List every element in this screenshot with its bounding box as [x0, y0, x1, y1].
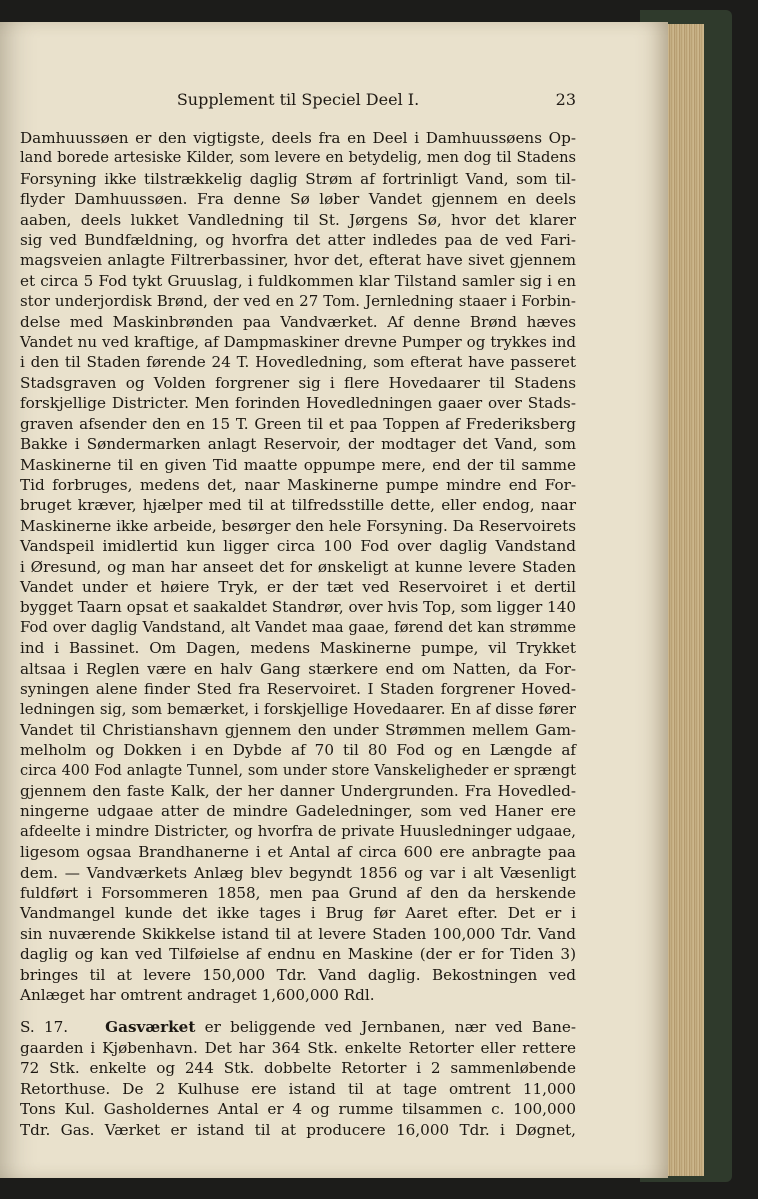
paragraph-waterworks — [20, 128, 576, 1005]
text-line: bruget kræver, hjælper med til at tilfredsstille dette, eller endog, naar — [20, 496, 576, 515]
text-run: er beliggende ved Jernbanen, nær ved Bane- — [204, 1018, 577, 1037]
section-heading: Gasværket — [105, 1018, 196, 1037]
text-line: Vandmangel kunde det ikke tages i Brug før Aaret efter. Det er i — [20, 904, 576, 923]
text-line: ningerne udgaae atter de mindre Gadeledninger, som ved Haner ere — [20, 802, 576, 821]
paragraph-gasworks — [20, 1017, 576, 1139]
text-line: fuldført i Forsommeren 1858, men paa Grund af den da herskende — [20, 884, 576, 903]
page-number: 23 — [555, 90, 576, 109]
text-line: Maskinerne ikke arbeide, besørger den hele Forsyning. Da Reservoirets — [20, 516, 576, 535]
text-line: stor underjordisk Brønd, der ved en 27 Tom. Jernledning staaer i Forbin- — [20, 292, 576, 311]
text-line: gaarden i Kjøbenhavn. Det har 364 Stk. enkelte Retorter eller rettere — [20, 1038, 576, 1057]
text-line: Tons Kul. Gasholdernes Antal er 4 og rumme tilsammen c. 100,000 — [20, 1100, 576, 1119]
text-line: et circa 5 Fod tykt Gruuslag, i fuldkommen klar Tilstand samler sig i en — [20, 271, 576, 290]
text-line: Vandet under et høiere Tryk, er der tæt ved Reservoiret i et dertil — [20, 577, 576, 596]
running-title: Supplement til Speciel Deel I. — [176, 90, 420, 109]
body-text — [20, 128, 576, 1140]
text-line: Maskinerne til en given Tid maatte oppumpe mere, end der til samme — [20, 455, 576, 474]
text-line: flyder Damhuussøen. Fra denne Sø løber Vandet gjennem en deels — [20, 190, 576, 209]
text-line: ligesom ogsaa Brandhanerne i et Antal af circa 600 ere anbragte paa — [20, 843, 576, 862]
text-line: circa 400 Fod anlagte Tunnel, som under store Vanskeligheder er sprængt — [20, 761, 576, 779]
text-line: magsveien anlagte Filtrerbassiner, hvor det, efterat have sivet gjennem — [20, 251, 576, 270]
book-page — [0, 22, 668, 1178]
text-line: Bakke i Søndermarken anlagt Reservoir, der modtager det Vand, som — [20, 435, 576, 454]
text-line: Anlæget har omtrent andraget 1,600,000 Rdl. — [20, 986, 375, 1005]
text-line: i Øresund, og man har anseet det for ønskeligt at kunne levere Staden — [20, 557, 576, 576]
text-line: 72 Stk. enkelte og 244 Stk. dobbelte Retorter i 2 sammenløbende — [20, 1059, 576, 1078]
text-line: forskjellige Districter. Men forinden Hovedledningen gaaer over Stads- — [20, 394, 576, 413]
text-line: Vandet til Christianshavn gjennem den under Strømmen mellem Gam- — [20, 720, 576, 739]
text-line: ledningen sig, som bemærket, i forskjellige Hovedaarer. En af disse fører — [20, 700, 576, 719]
text-line: graven afsender den en 15 T. Green til et paa Toppen af Frederiksberg — [20, 414, 576, 433]
text-line: Stadsgraven og Volden forgrener sig i flere Hovedaarer til Stadens — [20, 373, 576, 392]
text-line: ind i Bassinet. Om Dagen, medens Maskinerne pumpe, vil Trykket — [20, 639, 576, 658]
text-line: aaben, deels lukket Vandledning til St. Jørgens Sø, hvor det klarer — [20, 210, 576, 229]
text-line: Tid forbruges, medens det, naar Maskinerne pumpe mindre end For- — [20, 475, 576, 494]
text-line: Tdr. Gas. Værket er istand til at producere 16,000 Tdr. i Døgnet, — [20, 1120, 576, 1139]
text-line: Forsyning ikke tilstrækkelig daglig Strøm af fortrinligt Vand, som til- — [20, 169, 576, 188]
running-head — [20, 90, 576, 112]
text-line: afdeelte i mindre Districter, og hvorfra de private Huusledninger udgaae, — [20, 822, 576, 840]
text-line: bygget Taarn opsat et saakaldet Standrør, over hvis Top, som ligger 140 — [20, 598, 577, 617]
text-line: gjennem den faste Kalk, der her danner Undergrunden. Fra Hovedled- — [20, 782, 576, 800]
text-line: land borede artesiske Kilder, som levere en betydelig, men dog til Stadens — [20, 149, 576, 167]
text-line: sin nuværende Skikkelse istand til at levere Staden 100,000 Tdr. Vand — [20, 924, 576, 943]
text-line: altsaa i Reglen være en halv Gang stærkere end om Natten, da For- — [20, 659, 576, 678]
text-line: melholm og Dokken i en Dybde af 70 til 80 Fod og en Længde af — [20, 741, 576, 760]
text-line: daglig og kan ved Tilføielse af endnu en Maskine (der er for Tiden 3) — [20, 945, 576, 964]
text-line: syningen alene finder Sted fra Reservoiret. I Staden forgrener Hoved- — [20, 679, 576, 698]
text-line: Vandspeil imidlertid kun ligger circa 100 Fod over daglig Vandstand — [20, 537, 576, 556]
text-line: Vandet nu ved kraftige, af Dampmaskiner drevne Pumper og trykkes ind — [20, 333, 576, 352]
section-ref: S. 17. — [20, 1018, 69, 1037]
text-line: sig ved Bundfældning, og hvorfra det atter indledes paa de ved Fari- — [20, 231, 576, 250]
text-line: bringes til at levere 150,000 Tdr. Vand daglig. Bekostningen ved — [20, 965, 576, 984]
text-line: i den til Staden førende 24 T. Hovedledning, som efterat have passeret — [20, 353, 576, 372]
text-line: Fod over daglig Vandstand, alt Vandet maa gaae, førend det kan strømme — [20, 618, 576, 636]
text-line: dem. — Vandværkets Anlæg blev begyndt 1856 og var i alt Væsenligt — [20, 863, 576, 882]
text-line: delse med Maskinbrønden paa Vandværket. Af denne Brønd hæves — [20, 312, 576, 331]
text-line: Retorthuse. De 2 Kulhuse ere istand til at tage omtrent 11,000 — [20, 1079, 576, 1098]
text-line-first — [20, 1017, 576, 1037]
text-line: Damhuussøen er den vigtigste, deels fra en Deel i Damhuussøens Op- — [20, 129, 576, 147]
